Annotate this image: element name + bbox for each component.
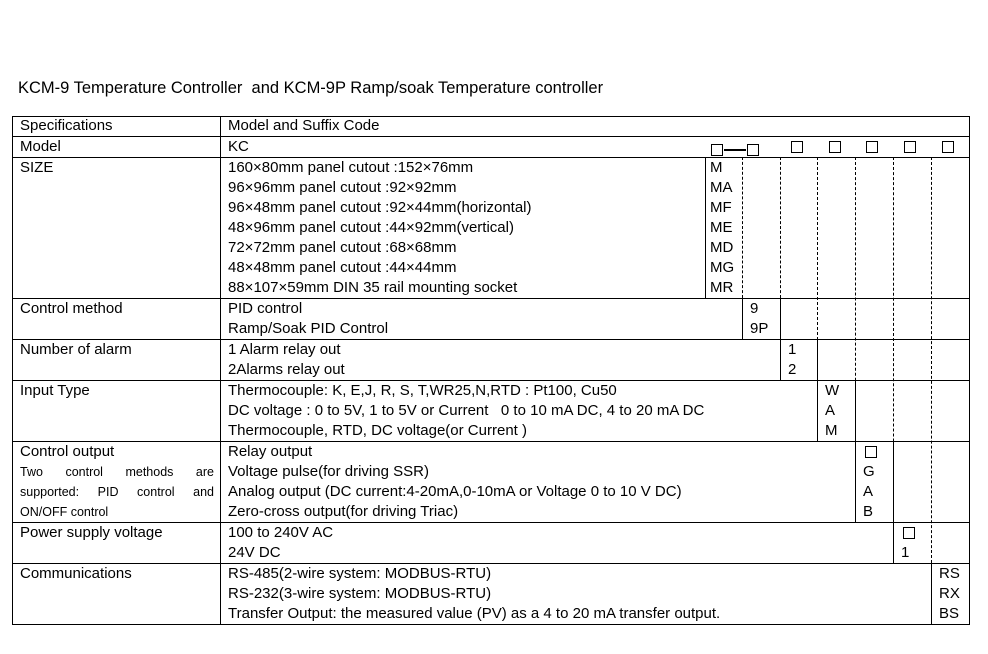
option-desc: 48×48mm panel cutout :44×44mm — [228, 259, 457, 276]
option-code: MF — [710, 199, 732, 216]
option-desc: 72×72mm panel cutout :68×68mm — [228, 239, 457, 256]
row-divider — [12, 298, 969, 299]
code-divider — [855, 380, 856, 441]
option-desc: 2Alarms relay out — [228, 361, 345, 378]
option-code: ME — [710, 219, 733, 236]
option-code: G — [863, 463, 875, 480]
option-code: RX — [939, 585, 960, 602]
code-divider — [931, 563, 932, 624]
code-box-icon — [711, 144, 723, 156]
table-border-right — [969, 116, 970, 624]
option-desc: PID control — [228, 300, 303, 317]
option-desc: Relay output — [228, 443, 313, 460]
option-code: MG — [710, 259, 735, 276]
option-code: RS — [939, 565, 960, 582]
option-desc: 96×96mm panel cutout :92×92mm — [228, 179, 457, 196]
control-output-note-line: supported: PID control and — [20, 485, 214, 499]
code-divider — [817, 339, 818, 380]
spec-number-of-alarm: Number of alarm — [20, 341, 132, 358]
spec-input-type: Input Type — [20, 382, 90, 399]
table-border-left — [12, 116, 13, 624]
option-code: BS — [939, 605, 960, 622]
code-divider — [705, 157, 706, 298]
code-divider — [893, 441, 894, 522]
code-box-icon — [791, 141, 803, 153]
option-desc: RS-485(2-wire system: MODBUS-RTU) — [228, 565, 492, 582]
option-desc: Analog output (DC current:4-20mA,0-10mA or Voltage 0 to 10 V DC) — [228, 483, 682, 500]
row-divider — [12, 136, 969, 137]
code-divider — [817, 380, 818, 441]
code-divider — [742, 298, 743, 339]
table-border-top — [12, 116, 969, 117]
option-code: M — [710, 159, 723, 176]
code-divider — [893, 522, 894, 563]
row-divider — [12, 339, 969, 340]
option-code: MD — [710, 239, 734, 256]
option-desc: 100 to 240V AC — [228, 524, 334, 541]
option-desc: 24V DC — [228, 544, 281, 561]
spec-control-output: Control output — [20, 443, 115, 460]
model-suffix-code-table — [12, 116, 969, 624]
code-box-icon — [747, 144, 759, 156]
code-box-icon — [829, 141, 841, 153]
code-box-icon — [865, 446, 877, 458]
option-desc: 88×107×59mm DIN 35 rail mounting socket — [228, 279, 518, 296]
separator-dash — [724, 149, 746, 151]
spec-communications: Communications — [20, 565, 132, 582]
header-model-suffix: Model and Suffix Code — [228, 117, 380, 134]
code-box-icon — [904, 141, 916, 153]
option-code: M — [825, 422, 838, 439]
column-divider — [220, 116, 221, 624]
option-desc: DC voltage : 0 to 5V, 1 to 5V or Current 0 to 10 mA DC, 4 to 20 mA DC — [228, 402, 705, 419]
option-code: 1 — [788, 341, 797, 358]
option-code: B — [863, 503, 874, 520]
spec-power-supply: Power supply voltage — [20, 524, 163, 541]
code-divider — [780, 298, 781, 339]
control-output-note-line: Two control methods are — [20, 465, 214, 479]
option-code: MA — [710, 179, 733, 196]
option-desc: Ramp/Soak PID Control — [228, 320, 389, 337]
control-output-note-line: ON/OFF control — [20, 505, 109, 519]
code-divider — [855, 441, 856, 522]
code-dash — [742, 157, 743, 298]
option-desc: Zero-cross output(for driving Triac) — [228, 503, 459, 520]
option-desc: Thermocouple, RTD, DC voltage(or Current ) — [228, 422, 527, 439]
code-box-icon — [866, 141, 878, 153]
code-box-icon — [942, 141, 954, 153]
option-code: 1 — [901, 544, 910, 561]
option-desc: 96×48mm panel cutout :92×44mm(horizontal) — [228, 199, 532, 216]
option-code: W — [825, 382, 840, 399]
spec-size: SIZE — [20, 159, 54, 176]
option-desc: 1 Alarm relay out — [228, 341, 341, 358]
option-desc: Voltage pulse(for driving SSR) — [228, 463, 429, 480]
option-desc: Thermocouple: K, E,J, R, S, T,WR25,N,RTD : Pt100, Cu50 — [228, 382, 617, 399]
code-divider — [780, 339, 781, 380]
option-code: A — [825, 402, 836, 419]
spec-control-method: Control method — [20, 300, 123, 317]
row-divider — [12, 441, 969, 442]
option-code: 9 — [750, 300, 759, 317]
table-border-bottom — [12, 624, 970, 625]
option-desc: 48×96mm panel cutout :44×92mm(vertical) — [228, 219, 514, 236]
model-prefix: KC — [228, 138, 249, 155]
option-code: A — [863, 483, 874, 500]
option-desc: 160×80mm panel cutout :152×76mm — [228, 159, 474, 176]
row-divider — [12, 157, 969, 158]
option-code: MR — [710, 279, 734, 296]
code-dash — [931, 157, 932, 563]
option-desc: RS-232(3-wire system: MODBUS-RTU) — [228, 585, 492, 602]
document-title: KCM-9 Temperature Controller and KCM-9P Ramp/soak Temperature controller — [18, 79, 604, 97]
option-code: 2 — [788, 361, 797, 378]
code-box-icon — [903, 527, 915, 539]
model-label: Model — [20, 138, 61, 155]
option-code: 9P — [750, 320, 769, 337]
option-desc: Transfer Output: the measured value (PV) as a 4 to 20 mA transfer output. — [228, 605, 721, 622]
code-dash — [780, 157, 781, 298]
header-specifications: Specifications — [20, 117, 113, 134]
